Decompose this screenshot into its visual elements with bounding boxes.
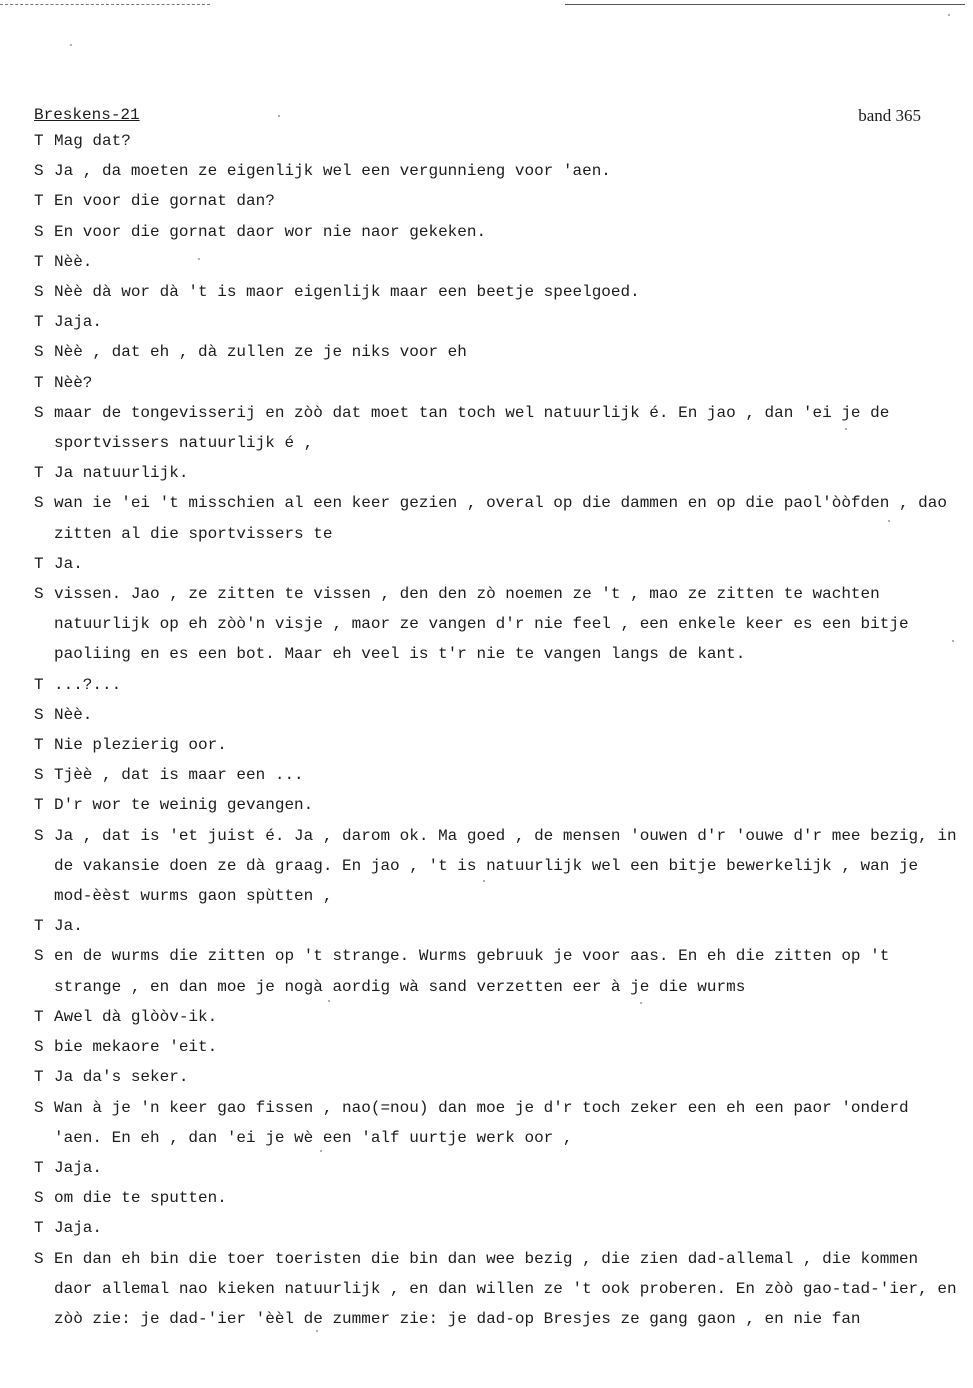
scan-speck [278,115,280,117]
speaker-label: S [34,403,44,422]
transcript-turn [34,1183,966,1213]
utterance-text: en de wurms die zitten op 't strange. Wurms gebruuk je voor aas. En eh die zitten op 't strange , en dan moe je nogà aordig wà sand verzetten eer à je die wurms [54,947,890,996]
speaker-label: S [34,947,44,966]
speaker-label: T [34,192,44,211]
speaker-label: T [34,252,44,271]
transcript-turn [34,277,966,307]
utterance-text: maar de tongevisserij en zòò dat moet tan toch wel natuurlijk é. En jao , dan 'ei je de sportvissers natuurlijk é , [54,403,890,453]
transcript-turn [34,1002,966,1032]
transcript-turn [34,156,966,186]
utterance-text: ...?... [54,675,122,694]
utterance-text: Ja. [54,917,83,936]
scan-speck [948,14,950,16]
speaker-label: T [34,675,44,694]
scan-speck [328,1000,330,1002]
transcript-turn [34,549,966,579]
utterance-text: Ja , da moeten ze eigenlijk wel een vergunnieng voor 'aen. [54,162,611,181]
utterance-text: Jaja. [54,313,103,332]
transcript-turn [34,126,966,156]
speaker-label: T [34,1007,44,1026]
scan-edge-line [565,4,965,5]
transcript-turn [34,1244,966,1335]
speaker-label: T [34,132,44,150]
transcript-turn [34,488,966,548]
utterance-text: Ja , dat is 'et juist é. Ja , darom ok. Ma goed , de mensen 'ouwen d'r 'ouwe d'r mee bezig, in de vakansie doen ze dà graag. En jao , 't is natuurlijk wel een bitje bewerkelijk , wan je mod-èèst wurms gaon spùtten , [54,826,957,906]
transcript-turn [34,398,966,458]
scan-speck [640,1002,642,1004]
band-number: band 365 [858,106,921,125]
scan-speck [888,520,890,522]
speaker-label: T [34,313,44,332]
utterance-text: Awel dà glòòv-ik. [54,1007,218,1026]
transcript-body [34,126,966,1334]
speaker-label: T [34,1158,44,1177]
utterance-text: Nèè dà wor dà 't is maor eigenlijk maar een beetje speelgoed. [54,283,640,302]
transcript-turn [34,337,966,367]
transcript-turn [34,730,966,760]
utterance-text: Ja da's seker. [54,1068,189,1087]
speaker-label: S [34,1189,44,1208]
utterance-text: En voor die gornat daor wor nie naor gekeken. [54,222,487,241]
speaker-label: T [34,917,44,936]
utterance-text: En voor die gornat dan? [54,192,275,211]
utterance-text: Jaja. [54,1158,103,1177]
transcript-turn [34,186,966,216]
utterance-text: En dan eh bin die toer toeristen die bin dan wee bezig , die zien dad-allemal , die kommen daor allemal nao kieken natuurlijk , en dan willen ze 't ook proberen. En zòò gao-tad-'ier, en zòò zie: je dad-'ier 'èèl de zummer zie: je dad-op Bresjes ze gang gaon , en nie fan [54,1249,957,1328]
transcript-turn [34,821,966,912]
transcript-turn [34,1062,966,1092]
speaker-label: S [34,494,44,513]
transcript-turn [34,1093,966,1153]
scan-edge-mark [0,4,210,5]
transcript-turn [34,911,966,941]
speaker-label: T [34,736,44,755]
scan-speck [70,44,72,46]
speaker-label: S [34,766,44,785]
scan-speck [320,1150,322,1152]
transcript-turn [34,217,966,247]
speaker-label: T [34,464,44,483]
transcript-turn [34,670,966,700]
transcript-turn [34,700,966,730]
speaker-label: S [34,1098,44,1117]
transcript-turn [34,1153,966,1183]
utterance-text: Jaja. [54,1219,103,1238]
speaker-label: S [34,826,44,845]
transcript-turn [34,247,966,277]
utterance-text: D'r wor te weinig gevangen. [54,796,314,815]
transcript-turn [34,941,966,1001]
transcript-turn [34,760,966,790]
speaker-label: T [34,1068,44,1087]
transcript-turn [34,579,966,670]
speaker-label: T [34,796,44,815]
speaker-label: S [34,1249,44,1268]
utterance-text: vissen. Jao , ze zitten te vissen , den den zò noemen ze 't , mao ze zitten te wachten natuurlijk op eh zòò'n visje , maor ze vangen d'r nie feel , een enkele keer es een bitje paoliing en es een bot. Maar eh veel is t'r nie te vangen langs de kant. [54,585,909,664]
utterance-text: Mag dat? [54,132,131,150]
speaker-label: S [34,222,44,241]
page-header [34,106,921,126]
utterance-text: Nèè. [54,252,93,271]
transcript-turn [34,1213,966,1243]
speaker-label: S [34,1038,44,1057]
speaker-label: T [34,554,44,573]
utterance-text: om die te sputten. [54,1189,227,1208]
utterance-text: Wan à je 'n keer gao fissen , nao(=nou) dan moe je d'r toch zeker een eh een paor 'onderd 'aen. En eh , dan 'ei je wè een 'alf uurtje werk oor , [54,1098,909,1147]
document-id: Breskens-21 [34,106,140,124]
speaker-label: S [34,343,44,362]
transcript-turn [34,368,966,398]
scan-speck [483,880,485,882]
scan-speck [952,640,954,642]
speaker-label: S [34,162,44,181]
scan-speck [845,428,847,430]
transcript-turn [34,790,966,820]
speaker-label: T [34,373,44,392]
utterance-text: Ja natuurlijk. [54,464,189,483]
transcript-turn [34,458,966,488]
utterance-text: Tjèè , dat is maar een ... [54,766,304,785]
scan-speck [316,1330,318,1332]
scan-speck [198,258,200,260]
utterance-text: Ja. [54,554,83,573]
speaker-label: S [34,283,44,302]
transcript-turn [34,1032,966,1062]
utterance-text: wan ie 'ei 't misschien al een keer gezien , overal op die dammen en op die paol'òòfden , dao zitten al die sportvissers te [54,494,947,543]
utterance-text: Nèè , dat eh , dà zullen ze je niks voor eh [54,343,467,362]
speaker-label: S [34,705,44,724]
speaker-label: T [34,1219,44,1238]
utterance-text: Nie plezierig oor. [54,736,227,755]
utterance-text: Nèè. [54,705,93,724]
transcript-turn [34,307,966,337]
utterance-text: Nèè? [54,373,93,392]
utterance-text: bie mekaore 'eit. [54,1038,218,1057]
speaker-label: S [34,585,44,604]
